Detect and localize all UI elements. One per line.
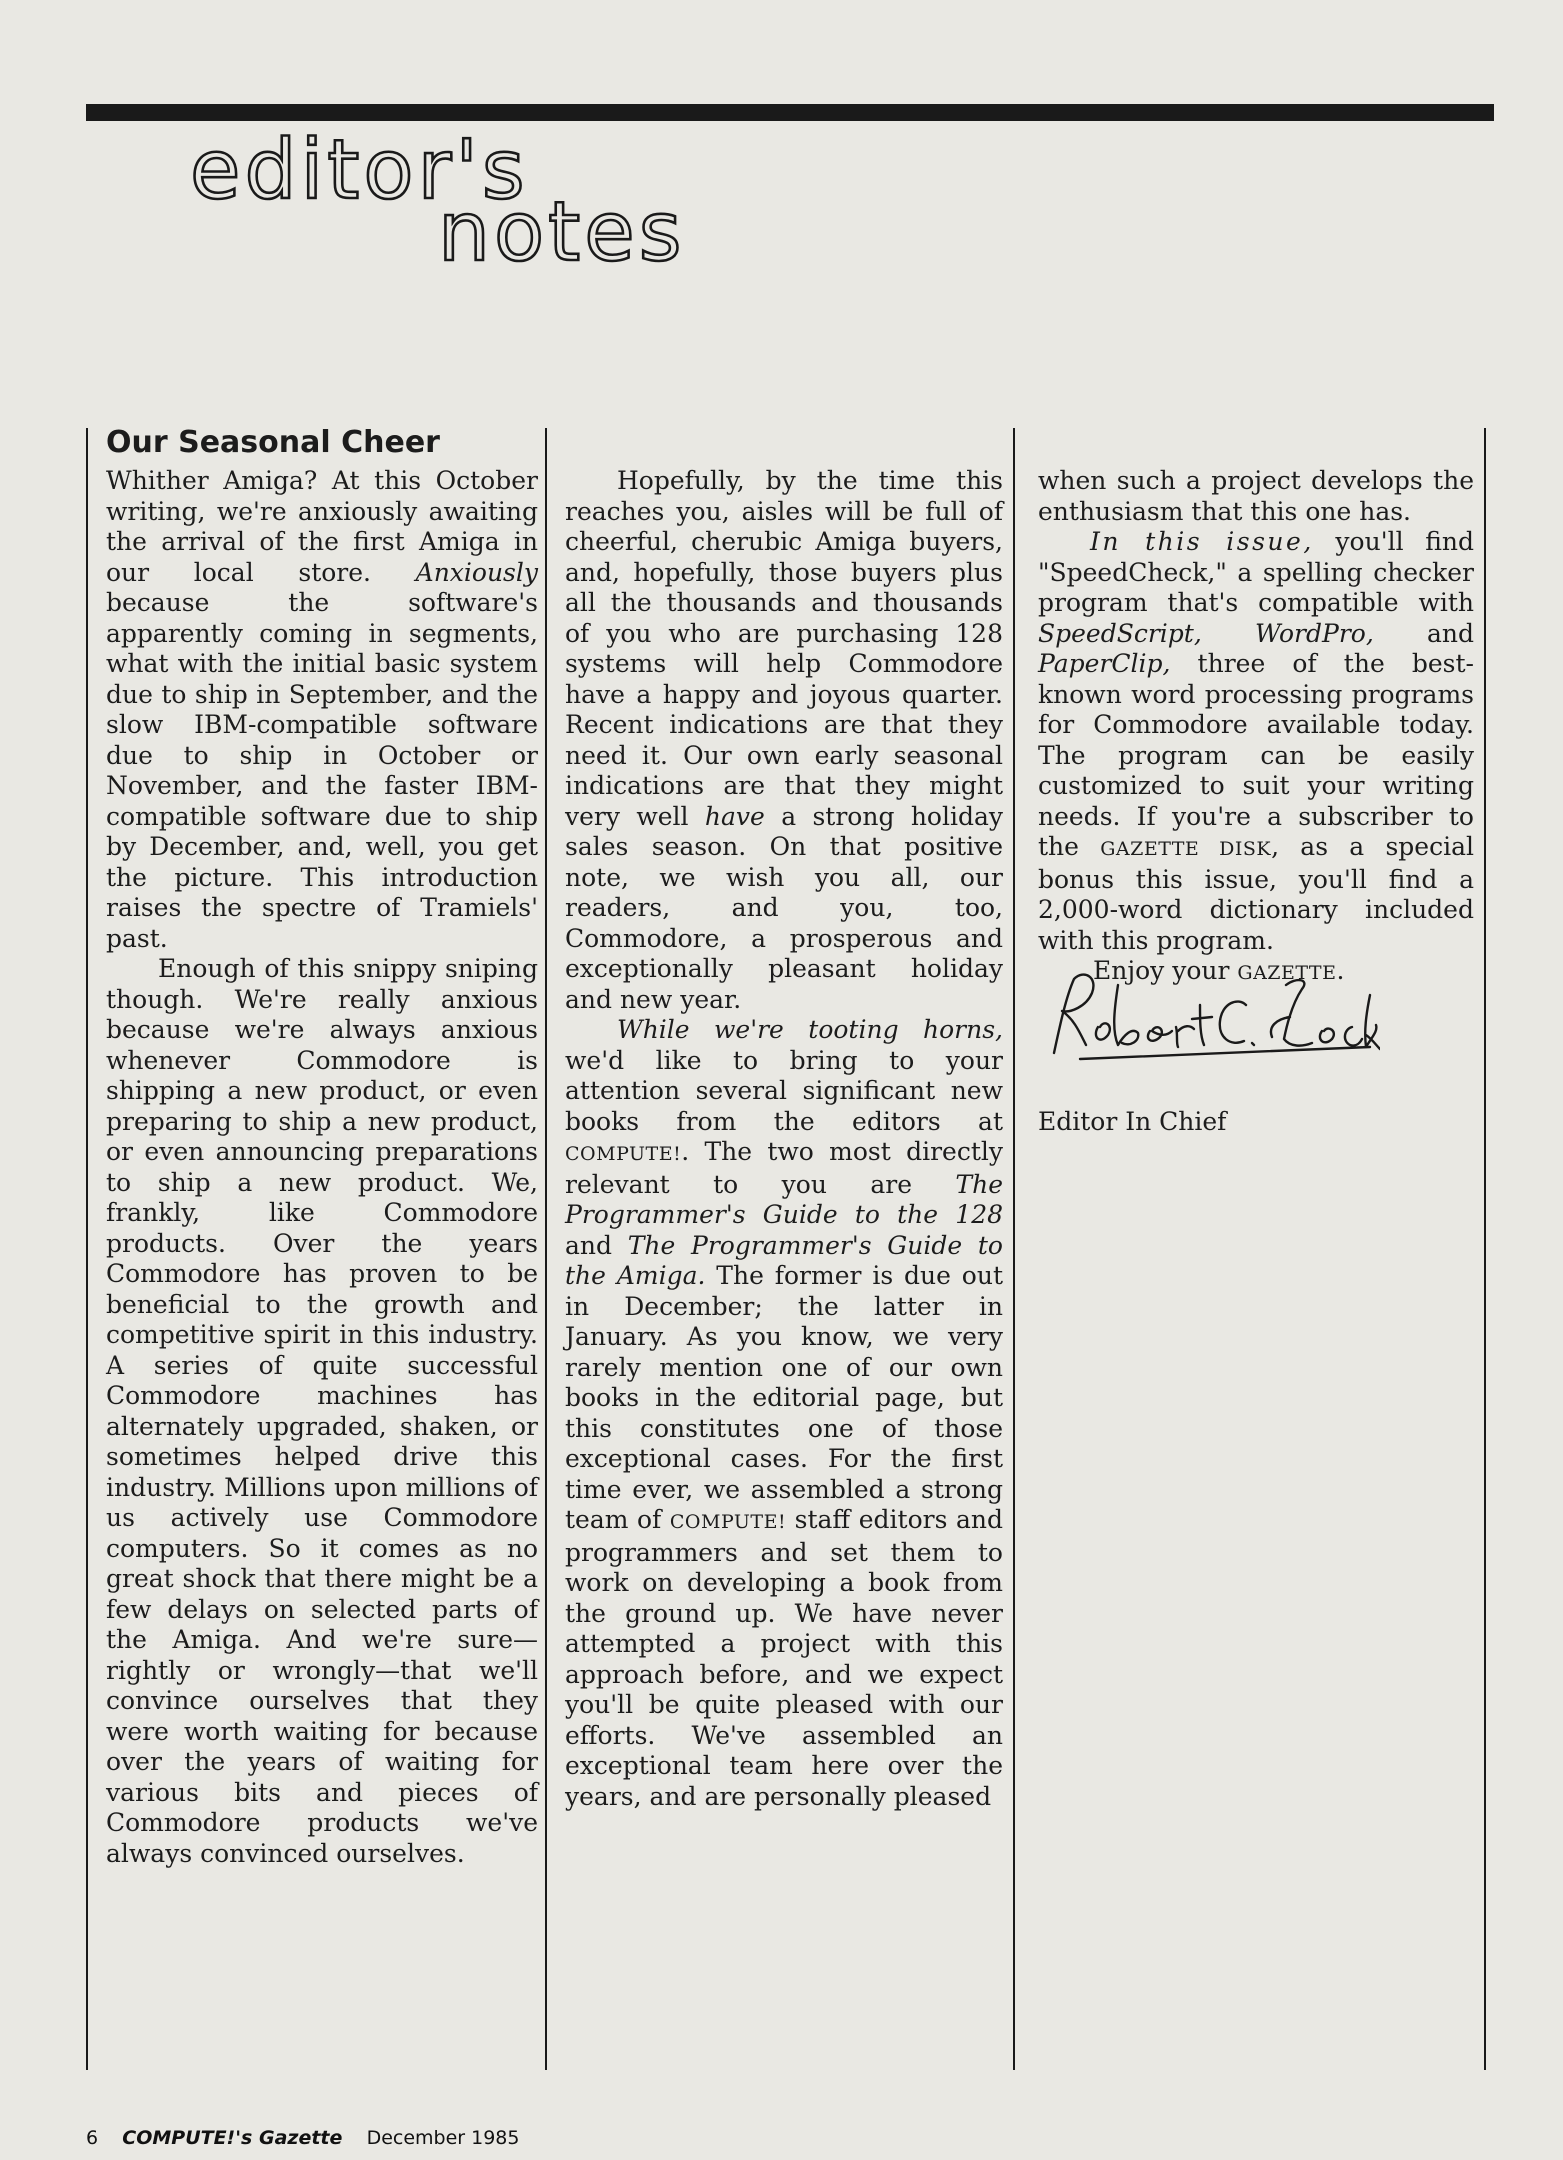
issue-date: December 1985 <box>366 2127 520 2149</box>
editors-notes-logo <box>180 108 700 278</box>
col2-paragraph-2: While we're tooting horns, we'd like to bring to your attention several significant new books from the editors at COMPUTE!. The two most directly relevant to you are The Programmer's Guide to the 128 and The Programmer's Guide to the Amiga. The former is due out in December; the latter in January. As you know, we very rarely mention one of our own books in the editorial page, but this constitutes one of those exceptional cases. For the first time ever, we assembled a strong team of COMPUTE! staff editors and programmers and set them to work on developing a book from the ground up. We have never attempted a project with this approach before, and we expect you'll be quite pleased with our efforts. We've assembled an exceptional team here over the years, and are personally pleased <box>565 1015 1004 1811</box>
article-heading: Our Seasonal Cheer <box>106 425 440 460</box>
signature-title: Editor In Chief <box>1038 1107 1227 1136</box>
col3-paragraph-1: when such a project develops the enthusiasm that this one has. <box>1038 466 1474 526</box>
column-rule-1 <box>545 428 547 2070</box>
article-column-2 <box>565 466 1003 1812</box>
logo-line2: notes <box>438 185 686 278</box>
article-column-3 <box>1038 466 1474 989</box>
page-footer <box>86 2127 519 2149</box>
editor-signature <box>1040 965 1380 1065</box>
column-rule-right <box>1484 428 1486 2070</box>
column-rule-2 <box>1013 428 1015 2070</box>
col3-paragraph-2: In this issue, you'll find "SpeedCheck," a spelling checker program that's compatible with SpeedScript, WordPro, and PaperClip, three of the best-known word processing programs for Commodore available today. The program can be easily customized to suit your writing needs. If you're a subscriber to the GAZETTE DISK, as a special bonus this issue, you'll find a 2,000-word dictionary included with this program. <box>1038 527 1475 955</box>
col2-paragraph-1: Hopefully, by the time this reaches you, aisles will be full of cheerful, cherubic Amiga buyers, and, hopefully, those buyers plus all the thousands and thousands of you who are purchasing 128 systems will help Commodore have a happy and joyous quarter. Recent indications are that they need it. Our own early seasonal indications are that they might very well have a strong holiday sales season. On that positive note, we wish you all, our readers, and you, too, Commodore, a prosperous and exceptionally pleasant holiday and new year. <box>565 466 1003 1014</box>
article-column-1 <box>106 466 538 1869</box>
col1-paragraph-2: Enough of this snippy sniping though. We're really anxious because we're always anxious whenever Commodore is shipping a new product, or even preparing to ship a new product, or even announcing preparations to ship a new product. We, frankly, like Commodore products. Over the years Commodore has proven to be beneficial to the growth and competitive spirit in this industry. A series of quite successful Commodore machines has alternately upgraded, shaken, or sometimes helped drive this industry. Millions upon millions of us actively use Commodore computers. So it comes as no great shock that there might be a few delays on selected parts of the Amiga. And we're sure—rightly or wrongly—that we'll convince ourselves that they were worth waiting for because over the years of waiting for various bits and pieces of Commodore products we've always convinced ourselves. <box>106 954 538 1868</box>
logo-line1: editor's <box>190 123 529 218</box>
publication-name: COMPUTE!'s Gazette <box>122 2127 343 2149</box>
page-number: 6 <box>86 2127 99 2149</box>
column-rule-left <box>86 428 88 2070</box>
closing-line: Enjoy your GAZETTE. <box>1093 956 1345 985</box>
col1-paragraph-1: Whither Amiga? At this October writing, we're anxiously awaiting the arrival of the first Amiga in our local store. Anxiously because the software's apparently coming in segments, what with the initial basic system due to ship in September, and the slow IBM-compatible software due to ship in October or November, and the faster IBM-compatible software due to ship by December, and, well, you get the picture. This introduction raises the spectre of Tramiels' past. <box>106 466 538 953</box>
